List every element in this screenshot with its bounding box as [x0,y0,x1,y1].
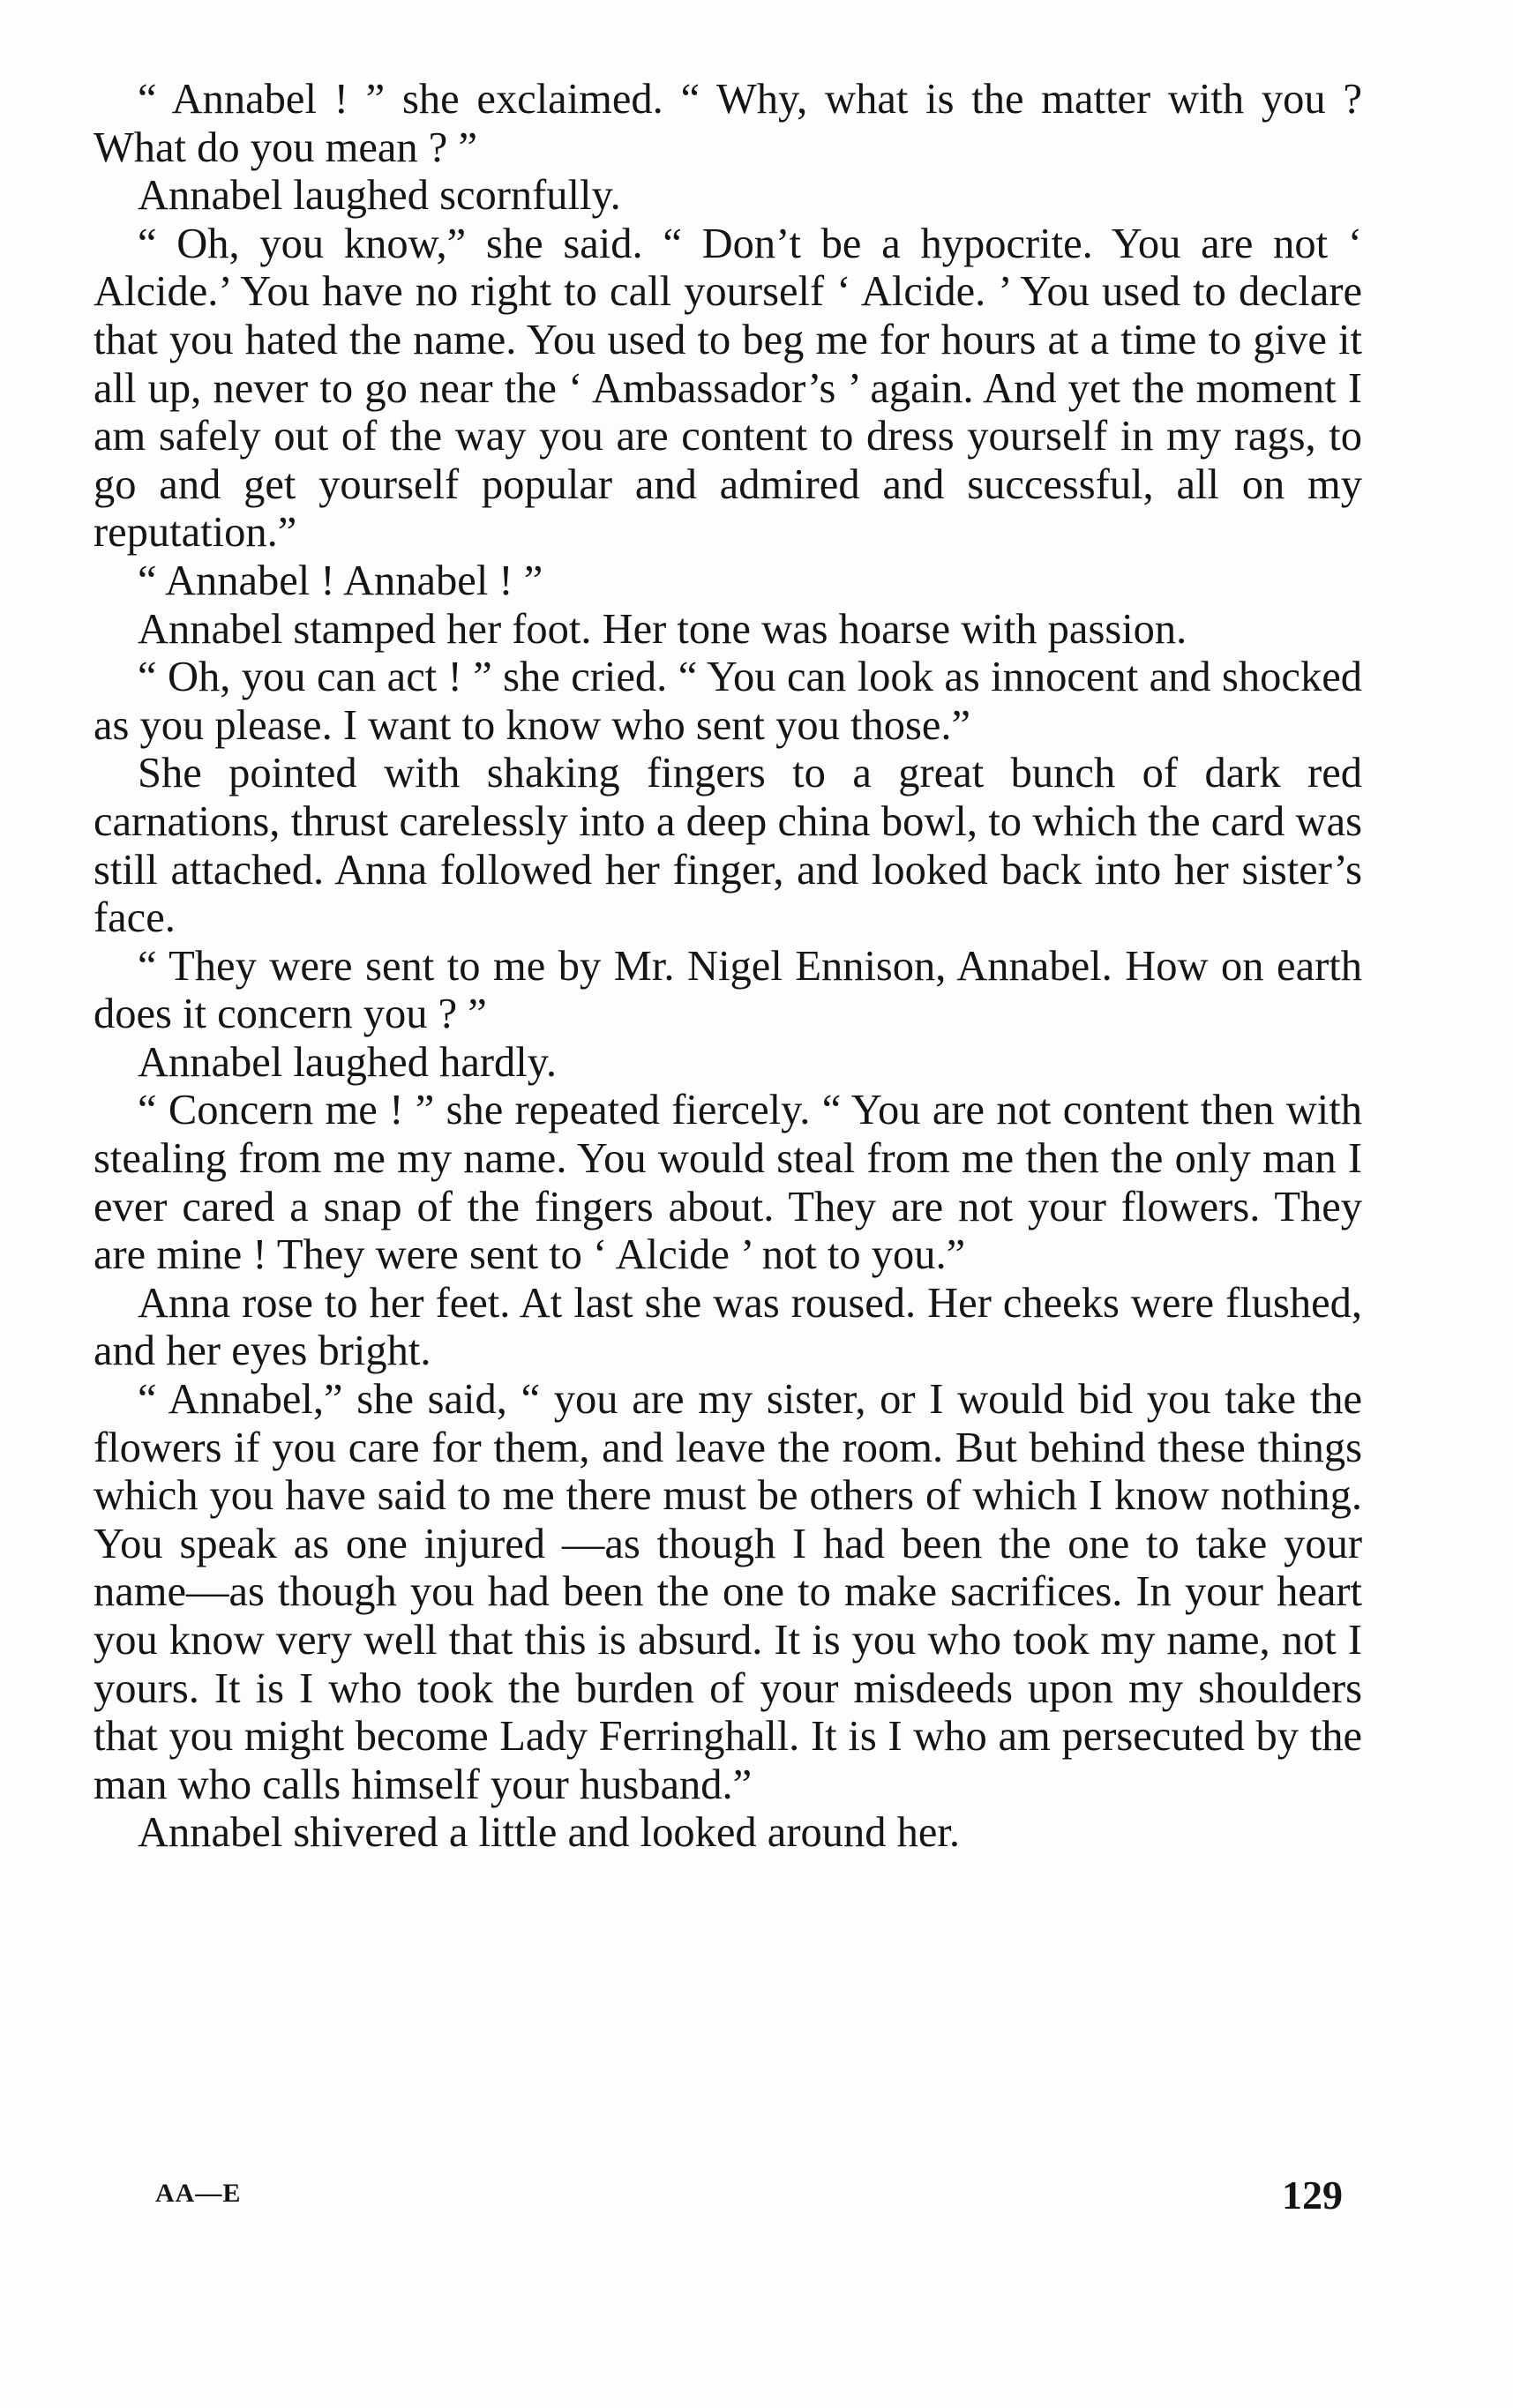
paragraph: “ Oh, you can act ! ” she cried. “ You can look as innocent and shocked as you please. I want to know who sent you those.” [94,654,1362,749]
paragraph: “ Oh, you know,” she said. “ Don’t be a hypocrite. You are not ‘ Alcide.’ You have no right to call yourself ‘ Alcide. ’ You used to declare that you hated the name. You used to beg me for hours at a time to give it all up, never to go near the ‘ Ambassador’s ’ again. And yet the moment I am safely out of the way you are content to dress yourself in my rags, to go and get yourself popular and admired and successful, all on my reputation.” [94,220,1362,557]
paragraph: “ Annabel ! Annabel ! ” [138,557,543,604]
paragraph: She pointed with shaking fingers to a great bunch of dark red carnations, thrust carelessly into a deep china bowl, to which the card was still attached. Anna followed her finger, and looked back into her sister’s face. [94,750,1362,942]
paragraph: “ Annabel,” she said, “ you are my sister, or I would bid you take the flowers if you care for them, and leave the room. But behind these things which you have said to me there must be others of which I know nothing. You speak as one injured —as though I had been the one to take your name—as though you had been the one to make sacrifices. In your heart you know very well that this is absurd. It is you who took my name, not I yours. It is I who took the burden of your misdeeds upon my shoulders that you might become Lady Ferringhall. It is I who am persecuted by the man who calls himself your husband.” [94,1376,1362,1808]
paragraph: “ Concern me ! ” she repeated fiercely. “ You are not content then with stealing from me my name. You would steal from me then the only man I ever cared a snap of the fingers about. They are not your flowers. They are mine ! They were sent to ‘ Alcide ’ not to you.” [94,1087,1362,1279]
paragraph: “ They were sent to me by Mr. Nigel Ennison, Annabel. How on earth does it concern you ? ” [94,942,1362,1038]
page-footer [94,2172,1362,2232]
page-number: 129 [1282,2172,1343,2217]
paragraph: “ Annabel ! ” she exclaimed. “ Why, what is the matter with you ? What do you mean ? ” [94,76,1362,171]
paragraph: Annabel stamped her foot. Her tone was hoarse with passion. [138,605,1187,653]
paragraph: Anna rose to her feet. At last she was roused. Her cheeks were flushed, and her eyes bright. [94,1279,1362,1375]
paragraph: Annabel laughed hardly. [138,1038,557,1086]
signature-mark: AA—E [155,2179,242,2208]
paragraph: Annabel shivered a little and looked around her. [138,1809,960,1857]
paragraph: Annabel laughed scornfully. [138,172,621,220]
body-text [94,76,1362,1858]
